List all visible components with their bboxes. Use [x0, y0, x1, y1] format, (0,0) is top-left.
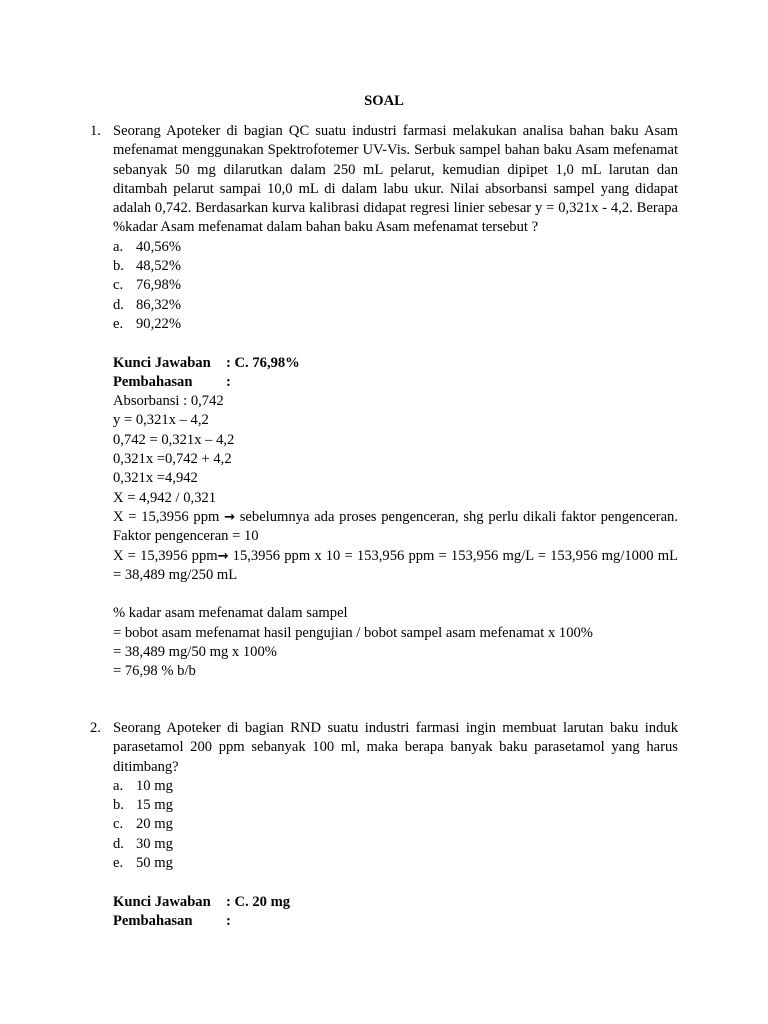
option-text: 40,56% — [136, 238, 181, 255]
page-title: SOAL — [364, 93, 404, 109]
explanation-heading — [113, 912, 678, 931]
question-text: Seorang Apoteker di bagian QC suatu industri farmasi melakukan analisa bahan baku Asam mefenamat menggunakan Spektrofotemer UV-Vis. Serbuk sampel bahan baku Asam mefenamat sebanyak 50 mg dilarutkan dalam 250 mL pelarut, kemudian dipipet 1,0 mL larutan dan ditambah pelarut sampai 10,0 mL di dalam labu ukur. Nilai absorbansi sampel yang didapat adalah 0,742. Berdasarkan kurva kalibrasi didapat regresi linier sebesar y = 0,321x - 4,2. Berapa %kadar Asam mefenamat dalam bahan baku Asam mefenamat tersebut ? — [113, 123, 678, 236]
explanation-label: Pembahasan — [113, 912, 193, 929]
option-letter: c. — [113, 816, 124, 833]
calc-step: Absorbansi : 0,742 — [113, 393, 224, 410]
kadar-line: % kadar asam mefenamat dalam sampel — [113, 605, 348, 622]
calc-step: 0,321x =0,742 + 4,2 — [113, 451, 232, 468]
question-body — [113, 238, 678, 682]
option-c — [113, 276, 678, 295]
option-text: 15 mg — [136, 797, 173, 814]
option-letter: d. — [113, 296, 124, 313]
option-b — [113, 257, 678, 276]
spacer — [113, 873, 678, 892]
answer-key — [113, 354, 678, 373]
answer-key-value: : C. 76,98% — [226, 354, 300, 371]
option-letter: a. — [113, 777, 124, 794]
option-letter: b. — [113, 797, 124, 814]
spacer — [113, 334, 678, 353]
option-text: 76,98% — [136, 277, 181, 294]
option-c — [113, 815, 678, 834]
explanation-label: Pembahasan — [113, 373, 193, 390]
conversion-note — [113, 547, 678, 586]
question-header — [90, 719, 678, 777]
kadar-line: = 76,98 % b/b — [113, 663, 196, 680]
option-text: 10 mg — [136, 777, 173, 794]
option-text: 50 mg — [136, 855, 173, 872]
kadar-line: = bobot asam mefenamat hasil pengujian / bobot sampel asam mefenamat x 100% — [113, 624, 593, 641]
option-text: 20 mg — [136, 816, 173, 833]
spacer — [113, 585, 678, 604]
option-text: 86,32% — [136, 296, 181, 313]
dilution-note — [113, 508, 678, 547]
answer-key-label: Kunci Jawaban — [113, 893, 211, 910]
calc-step: 0,321x =4,942 — [113, 470, 198, 487]
option-letter: d. — [113, 835, 124, 852]
option-text: 90,22% — [136, 315, 181, 332]
calc-step: X = 4,942 / 0,321 — [113, 489, 217, 506]
question-body — [113, 777, 678, 931]
option-text: 30 mg — [136, 835, 173, 852]
calc-step: y = 0,321x – 4,2 — [113, 412, 209, 429]
calc-step: 0,742 = 0,321x – 4,2 — [113, 431, 235, 448]
arrow-right-icon: → — [224, 509, 236, 525]
question-1 — [90, 122, 678, 682]
option-letter: e. — [113, 855, 124, 872]
option-letter: a. — [113, 238, 124, 255]
option-a — [113, 777, 678, 796]
option-d — [113, 296, 678, 315]
option-letter: e. — [113, 315, 124, 332]
question-2 — [90, 719, 678, 931]
option-e — [113, 315, 678, 334]
answer-key-label: Kunci Jawaban — [113, 354, 211, 371]
option-d — [113, 835, 678, 854]
arrow-right-icon: → — [217, 548, 229, 564]
explanation-colon: : — [226, 912, 231, 929]
option-text: 48,52% — [136, 258, 181, 275]
question-header — [90, 122, 678, 238]
explanation-colon: : — [226, 373, 231, 390]
option-letter: b. — [113, 258, 124, 275]
dilution-value: X = 15,3956 ppm — [113, 508, 220, 525]
option-a — [113, 238, 678, 257]
option-b — [113, 796, 678, 815]
answer-key — [113, 893, 678, 912]
question-number: 2. — [90, 720, 101, 736]
kadar-line: = 38,489 mg/50 mg x 100% — [113, 644, 277, 661]
question-number: 1. — [90, 123, 101, 139]
explanation-heading — [113, 373, 678, 392]
dilution-text: sebelumnya ada proses pengenceran, shg perlu dikali faktor pengenceran. Faktor pengenceran = 10 — [113, 508, 678, 545]
conversion-value: X = 15,3956 ppm — [113, 547, 218, 564]
option-e — [113, 854, 678, 873]
conversion-text: 15,3956 ppm x 10 = 153,956 ppm = 153,956 mg/L = 153,956 mg/1000 mL = 38,489 mg/250 mL — [113, 547, 678, 583]
option-letter: c. — [113, 277, 124, 294]
question-text: Seorang Apoteker di bagian RND suatu industri farmasi ingin membuat larutan baku induk parasetamol 200 ppm sebanyak 100 ml, maka berapa banyak baku parasetamol yang harus ditimbang? — [113, 720, 678, 775]
answer-key-value: : C. 20 mg — [226, 893, 291, 910]
